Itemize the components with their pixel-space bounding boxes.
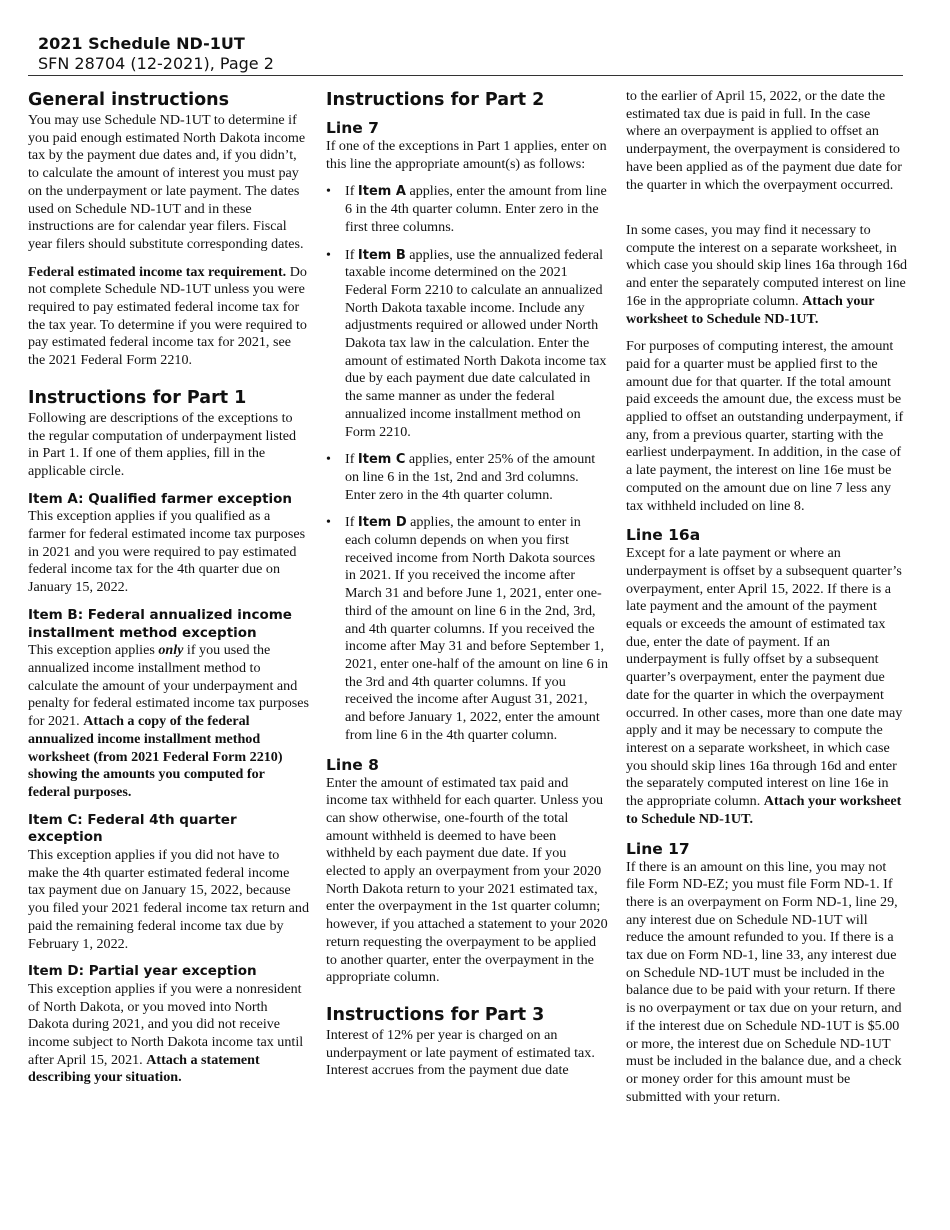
part3-paragraph-3: For purposes of computing interest, the amount paid for a quarter must be applied first to the amount due for that quarter. If the total amount paid exceeds the amount due, the excess must be applied to offset an outstanding underpayment, if any, from a previous quarter, starting with the earliest underpayment. In addition, in the case of a late payment, the interest on line 16e must be computed on the amount due on line 7 less any tax withheld included on line 8. [626, 338, 904, 514]
line7-heading: Line 7 [326, 119, 379, 137]
line17-heading: Line 17 [626, 839, 690, 858]
line7-list [326, 183, 608, 744]
form-subtitle: SFN 28704 (12-2021), Page 2 [38, 54, 274, 73]
item-b-heading: Item B: Federal annualized income installment method exception [28, 606, 292, 641]
part3-paragraph-2: In some cases, you may find it necessary to compute the interest on a separate worksheet, in which case you should skip lines 16a through 16d and enter the separately computed interest on line 16e in the appropriate column. Attach your worksheet to Schedule ND-1UT. [626, 222, 908, 327]
list-item: • If Item A applies, enter the amount from line 6 in the 4th quarter column. Enter zero in the first three columns. [326, 183, 608, 236]
part3-paragraph-1-continued: to the earlier of April 15, 2022, or the date the estimated tax due is paid in full. In the case where an overpayment is applied to offset an underpayment, the overpayment is considered to have been applied as of the payment due date for the quarter in which the overpayment occurred. [626, 88, 902, 193]
line7-intro: If one of the exceptions in Part 1 applies, enter on this line the appropriate amount(s) as follows: [326, 138, 607, 172]
list-item: • If Item B applies, use the annualized federal taxable income determined on the 2021 Federal Form 2210 to calculate an annualized North Dakota taxable income. Include any adjustments required or allowed under North Dakota tax law in the calculation. Enter the amount of estimated North Dakota income tax due by each payment due date calculated in the same manner as under the federal annualized income installment method on Form 2210. [326, 247, 608, 442]
line8-heading: Line 8 [326, 755, 379, 774]
part3-paragraph-1: Interest of 12% per year is charged on an underpayment or late payment of estimated tax. Interest accrues from the payment due date [326, 1026, 595, 1079]
part3-heading: Instructions for Part 3 [326, 1004, 545, 1025]
general-instructions-heading: General instructions [28, 90, 230, 110]
line8-text: Enter the amount of estimated tax paid and income tax withheld for each quarter. Unless you can show otherwise, one-fourth of the total amount withheld is deemed to have been withheld by each payment due date. If you elected to apply an overpayment from your 2020 North Dakota return to your 2021 estimated tax, enter the overpayment in the 1st quarter column; however, if you attached a statement to your 2020 return requesting the overpayment to be applied to another quarter, enter the overpayment in the appropriate column. [326, 774, 608, 986]
item-c-heading: Item C: Federal 4th quarter exception [28, 811, 237, 846]
federal-requirement-bold: Federal estimated income tax requirement. [28, 263, 287, 280]
part1-heading: Instructions for Part 1 [28, 387, 247, 408]
line17-text: If there is an amount on this line, you may not file Form ND-EZ; you must file Form ND-1. If there is an overpayment on Form ND-1, line 29, any interest due on Schedule ND-1UT will reduce the amount refunded to you. If there is a tax due on Form ND-1, line 33, any interest due on Schedule ND-1UT must be included in the balance due to be paid with your return. If there is no overpayment or tax due on your return, and if the interest due on Schedule ND-1UT is $5.00 or more, the interest due on Schedule ND-1UT must be included in the balance due, and a check or money order for this amount must be submitted with your return. [626, 858, 902, 1105]
header-divider [28, 75, 903, 76]
item-a-text: This exception applies if you qualified as a farmer for federal estimated income tax purposes in 2021 and you were required to pay estimated federal income tax for the 4th quarter due on January 15, 2022. [28, 508, 306, 596]
form-title: 2021 Schedule ND-1UT [38, 34, 245, 53]
item-d-text: This exception applies if you were a nonresident of North Dakota, or you moved into North Dakota during 2021, and you did not receive income subject to North Dakota income tax until after April 15, 2021. Attach a statement describing your situation. [28, 980, 304, 1086]
part2-heading: Instructions for Part 2 [326, 90, 545, 110]
item-b-text: This exception applies only if you used the annualized income installment method to calculate the amount of your underpayment and penalty for federal estimated income tax purposes for 2021. Attach a copy of the federal annualized income installment method worksheet (from 2021 Federal Form 2210) showing the amounts you computed for federal purposes. [28, 642, 309, 800]
line16a-text: Except for a late payment or where an underpayment is offset by a subsequent quarter’s overpayment, enter April 15, 2022. If there is a late payment and the amount of the payment equals or exceeds the amount of estimated tax due, enter the date of payment. If an underpayment is fully offset by a subsequent quarter’s overpayment, enter the payment due date for the quarter in which the overpayment occurred. In other cases, more than one date may apply and it may be necessary to compute the interest on a separate worksheet, in which case you should skip lines 16a through 16d and enter the separately computed interest on line 16e in the appropriate column. Attach your worksheet to Schedule ND-1UT. [626, 545, 903, 827]
item-a-heading: Item A: Qualified farmer exception [28, 490, 293, 507]
item-c-text: This exception applies if you did not have to make the 4th quarter estimated federal income tax payment due on January 15, 2022, because you filed your 2021 federal income tax return and paid the remaining federal income tax due by February 1, 2022. [28, 847, 309, 952]
part1-intro: Following are descriptions of the exceptions to the regular computation of underpayment listed in Part 1. If one of them applies, fill in the applicable circle. [28, 409, 297, 479]
general-paragraph: You may use Schedule ND-1UT to determine if you paid enough estimated North Dakota income tax by the payment due dates and, if you didn’t, to calculate the amount of interest you must pay on the underpayment or late payment. The dates used on Schedule ND-1UT and in these instructions are for calendar year filers. Fiscal year filers should substitute corresponding dates. [28, 112, 306, 252]
federal-requirement-paragraph: Federal estimated income tax requirement. Do not complete Schedule ND-1UT unless you were required to pay estimated federal income tax for the tax year. To determine if you were required to pay estimated federal income tax for 2021, see the 2021 Federal Form 2210. [28, 263, 307, 369]
column-1 [28, 88, 310, 1087]
column-2 [326, 88, 608, 1080]
column-3 [626, 88, 908, 1106]
page-header [38, 34, 274, 74]
list-item: • If Item D applies, the amount to enter in each column depends on when you first received income from North Dakota sources in 2021. If you received the income after March 31 and before June 1, 2021, enter one-third of the amount on line 6 in the 2nd, 3rd, and 4th quarter columns. If you received the income after May 31 and before September 1, 2021, enter one-half of the amount on line 6 in the 3rd and 4th quarter columns. If you received the income after August 31, 2021, and before January 1, 2022, enter the amount from line 6 in the 4th quarter column. [326, 514, 608, 744]
list-item: • If Item C applies, enter 25% of the amount on line 6 in the 1st, 2nd and 3rd columns. Enter zero in the 4th quarter column. [326, 451, 608, 504]
item-d-heading: Item D: Partial year exception [28, 963, 257, 980]
line16a-heading: Line 16a [626, 526, 701, 545]
